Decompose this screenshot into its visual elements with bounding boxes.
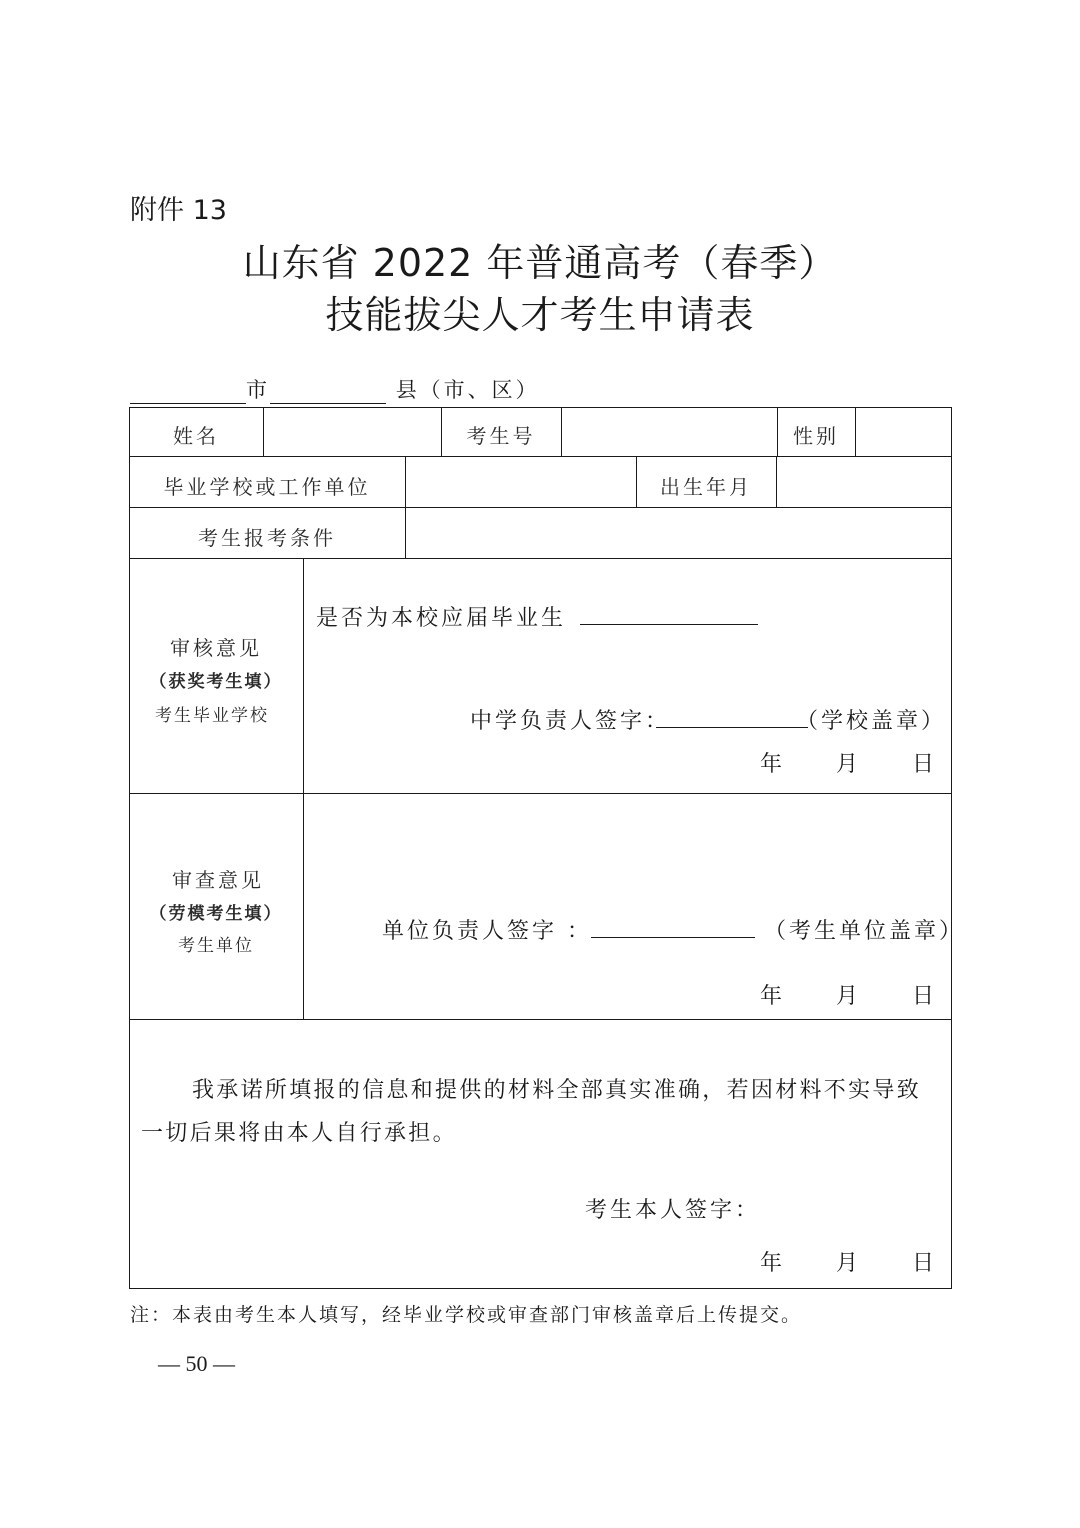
promise-text-line1: 我承诺所填报的信息和提供的材料全部真实准确，若因材料不实导致 (192, 1078, 922, 1103)
promise-month: 月 (836, 1251, 862, 1276)
birth-date-label: 出生年月 (660, 475, 752, 499)
condition-label: 考生报考条件 (198, 526, 336, 550)
review-by: 考生毕业学校 (155, 706, 269, 726)
review-month: 月 (836, 752, 862, 777)
col-divider (776, 456, 777, 507)
attachment-label: 附件 13 (130, 195, 227, 226)
applicant-signer-label: 考生本人签字： (585, 1198, 761, 1223)
county-label: 县（市、区） (395, 378, 540, 402)
review-year: 年 (760, 752, 786, 777)
col-divider (561, 407, 562, 456)
examine-day: 日 (912, 984, 938, 1009)
document-title-line1: 山东省 2022 年普通高考（春季） (242, 241, 838, 285)
school-stamp-label: （学校盖章） (796, 709, 947, 734)
graduate-question: 是否为本校应届毕业生 (316, 606, 567, 631)
birth-date-field[interactable] (779, 459, 949, 504)
school-label: 毕业学校或工作单位 (163, 475, 371, 499)
name-field[interactable] (266, 410, 438, 454)
unit-stamp-label: （考生单位盖章） (764, 919, 965, 944)
row-divider (129, 793, 952, 794)
school-signer-label: 中学负责人签字： (470, 709, 671, 734)
exam-number-label: 考生号 (466, 424, 536, 448)
page-number: — 50 — (158, 1351, 235, 1376)
row-divider (129, 558, 952, 559)
col-divider (263, 407, 264, 456)
col-divider (636, 456, 637, 507)
school-field[interactable] (408, 459, 633, 504)
footnote: 注：本表由考生本人填写，经毕业学校或审查部门审核盖章后上传提交。 (130, 1304, 803, 1326)
col-divider (441, 407, 442, 456)
row-divider (129, 1019, 952, 1020)
row-divider (129, 456, 952, 457)
col-divider (855, 407, 856, 456)
unit-signature-blank[interactable] (591, 915, 755, 938)
unit-signer-label: 单位负责人签字 ： (382, 919, 592, 944)
name-label: 姓名 (173, 424, 219, 448)
examine-month: 月 (836, 984, 862, 1009)
county-blank[interactable] (270, 381, 386, 404)
document-title-line2: 技能拔尖人才考生申请表 (325, 293, 755, 337)
examine-by: 考生单位 (178, 936, 254, 956)
review-day: 日 (912, 752, 938, 777)
promise-day: 日 (912, 1251, 938, 1276)
examine-title: 审查意见 (172, 868, 264, 892)
school-signature-blank[interactable] (656, 705, 808, 728)
col-divider (405, 456, 406, 558)
promise-year: 年 (760, 1251, 786, 1276)
city-blank[interactable] (130, 381, 246, 404)
examine-subtitle: （劳模考生填） (149, 904, 283, 924)
review-title: 审核意见 (170, 636, 262, 660)
col-divider (777, 407, 778, 456)
row-divider (129, 507, 952, 508)
col-divider (303, 558, 304, 1019)
city-label: 市 (246, 378, 270, 402)
examine-year: 年 (760, 984, 786, 1009)
applicant-signature-field[interactable] (750, 1188, 930, 1222)
region-line (130, 374, 540, 404)
graduate-answer-blank[interactable] (580, 602, 758, 625)
condition-field[interactable] (408, 510, 949, 555)
gender-field[interactable] (858, 410, 948, 454)
promise-text-line2: 一切后果将由本人自行承担。 (141, 1121, 457, 1146)
review-subtitle: （获奖考生填） (149, 672, 283, 692)
gender-label: 性别 (793, 424, 839, 448)
exam-number-field[interactable] (564, 410, 774, 454)
